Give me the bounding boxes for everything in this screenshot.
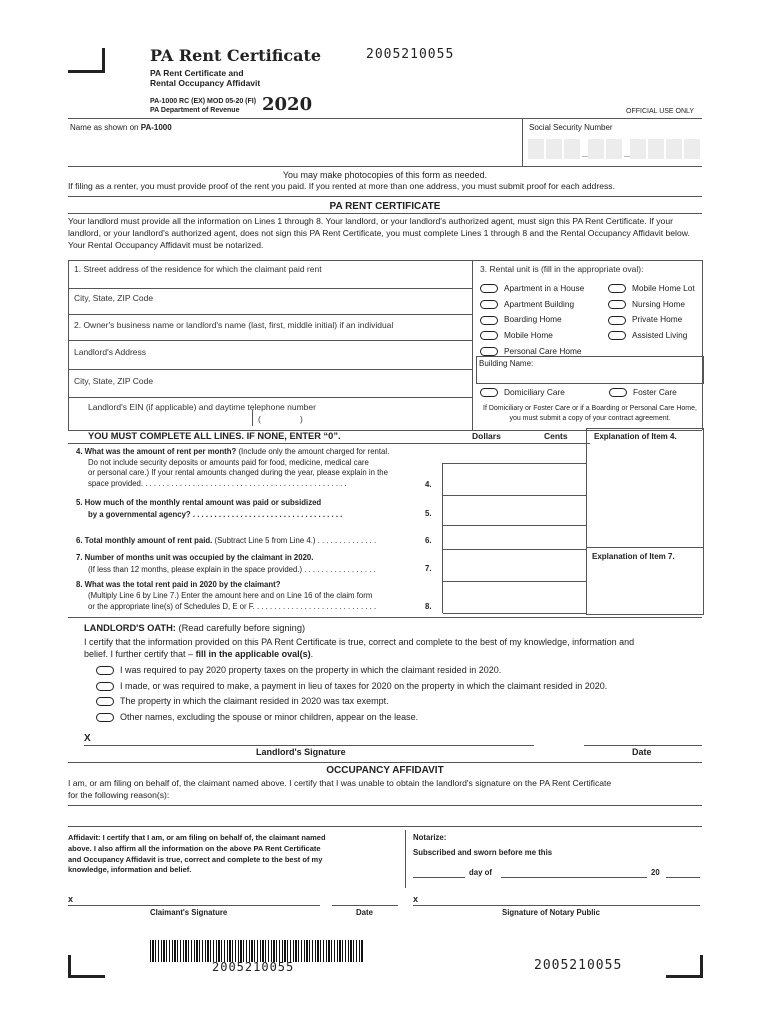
line6-text: 6. Total monthly amount of rent paid. (Subtract Line 5 from Line 4.) . . . . . . . . . . . . . . <box>76 536 377 545</box>
fields-right-border <box>702 260 703 430</box>
rule-f2 <box>68 340 472 341</box>
certificate-heading-rule <box>68 213 702 214</box>
claimant-date-line[interactable] <box>332 905 398 906</box>
department: PA Department of Revenue <box>150 107 240 114</box>
oath-option-exempt[interactable]: The property in which the claimant resided in 2020 was tax exempt. <box>96 694 607 710</box>
certificate-intro: Your landlord must provide all the information on Lines 1 through 8. Your landlord, or your landlord's authorized agent, must sign this PA Rent Certificate. If your landlord, or your landlord's authorized agent, does not sign this PA Rent Certificate, you must complete Lines 1 through 8 and the Rental Occupancy Affidavit below. Your Rental Occupancy Affidavit must be notarized. <box>68 216 690 250</box>
name-field[interactable] <box>68 133 520 163</box>
claimant-signature-line[interactable] <box>68 905 320 906</box>
option-assisted-living[interactable]: Assisted Living <box>608 328 687 344</box>
id-rule <box>68 166 702 167</box>
oath-text: I certify that the information provided on this PA Rent Certificate is true, correct and complete to the best of my knowledge, information and belief. I further certify that – fill in the applicable oval(s). <box>84 637 635 659</box>
line5-text: 5. How much of the monthly rental amount was paid or subsidized by a governmental agency? . . . . . . . . . . . . . . . . . . . . . . . . . . . . . . . . . . . <box>76 498 343 519</box>
affidavit-certification: Affidavit: I certify that I am, or am filing on behalf of, the claimant named above. I also affirm all the information on the above PA Rent Certificate and Occupancy Affidavit is true, correct and complete to the best of my knowledge, information and belief. <box>68 833 326 875</box>
oath-heading: LANDLORD'S OATH: (Read carefully before signing) <box>84 623 306 633</box>
landlord-date-label: Date <box>632 747 652 757</box>
ssn-divider <box>522 118 523 166</box>
rule-f2-addr <box>68 369 472 370</box>
header-rule <box>68 118 702 119</box>
notarize-label: Notarize: <box>413 833 447 842</box>
rental-unit-options <box>480 281 702 360</box>
lines-header-rule <box>68 443 590 444</box>
explanation-item4-label: Explanation of Item 4. <box>594 432 677 441</box>
rental-unit-label: 3. Rental unit is (fill in the appropriate oval): <box>480 264 644 274</box>
notice-rule <box>68 196 702 197</box>
name-label <box>70 123 172 132</box>
line5-amount[interactable] <box>443 496 585 525</box>
oath-options <box>96 663 607 725</box>
explanation-item7-box[interactable] <box>586 546 704 615</box>
line4-text: 4. What was the amount of rent per month? (Include only the amount charged for rental. Do not include security deposits or amounts paid for food, medicine, medical care or personal care.) If your rental amounts changed during the year, please explain in the space provided. . . . . . . . . . . . . . . . . . . . . . . . . . . . . . . . . . . . . . . . . . . . . . . . <box>76 447 390 488</box>
line6-amount[interactable] <box>443 526 585 549</box>
sworn-label: Subscribed and sworn before me this <box>413 848 553 857</box>
landlord-signature-line[interactable] <box>84 745 534 746</box>
cents-header: Cents <box>544 431 568 441</box>
landlord-name-label: 2. Owner's business name or landlord's name (last, first, middle initial) if an individual <box>74 320 394 330</box>
corner-mark-bottom-right <box>666 955 703 978</box>
oath-option-pilot[interactable]: I made, or was required to make, a payment in lieu of taxes for 2020 on the property in which the claimant resided in 2020. <box>96 679 607 695</box>
corner-mark-bottom-left <box>68 955 105 978</box>
option-mobile-home-lot[interactable]: Mobile Home Lot <box>608 281 695 297</box>
street-address-field[interactable] <box>70 274 470 288</box>
sworn-month-field[interactable] <box>501 877 647 878</box>
claimant-signature-label: Claimant's Signature <box>150 908 228 917</box>
line7-amount[interactable] <box>443 550 585 581</box>
street-address-label: 1. Street address of the residence for which the claimant paid rent <box>74 264 322 274</box>
notary-signature-line[interactable] <box>413 905 700 906</box>
certificate-heading: PA RENT CERTIFICATE <box>329 201 441 212</box>
building-name-label: Building Name: <box>479 359 534 368</box>
form-number: 2005210055 <box>366 47 455 62</box>
city-state-zip-label-1: City, State, ZIP Code <box>74 293 154 303</box>
line7-text: 7. Number of months unit was occupied by the claimant in 2020. (If less than 12 months, please explain in the space provided.) . . . . . . . . . . . . . . . . . <box>76 553 376 574</box>
fields-top-rule <box>68 260 702 261</box>
official-use-label: OFFICIAL USE ONLY <box>626 108 695 115</box>
line8-amount[interactable] <box>443 582 585 613</box>
line5-number: 5. <box>425 509 432 518</box>
notary-signature-label: Signature of Notary Public <box>502 908 600 917</box>
fields-mid-divider <box>472 260 473 430</box>
line4-number: 4. <box>425 480 432 489</box>
option-nursing-home[interactable]: Nursing Home <box>608 297 685 313</box>
name-label-form: PA-1000 <box>140 123 172 132</box>
fields-left-border <box>68 260 69 430</box>
line6-number: 6. <box>425 536 432 545</box>
line7-number: 7. <box>425 564 432 573</box>
must-complete-banner: YOU MUST COMPLETE ALL LINES. IF NONE, ENTER “0”. <box>88 431 341 441</box>
sworn-year-field[interactable] <box>666 877 700 878</box>
ssn-label: Social Security Number <box>529 123 613 132</box>
explanation-item7-label: Explanation of Item 7. <box>592 552 675 561</box>
option-apartment-building[interactable]: Apartment Building <box>480 297 608 313</box>
barcode-number: 2005210055 <box>212 960 295 974</box>
phone-close-paren: ) <box>300 414 303 424</box>
line8-number: 8. <box>425 602 432 611</box>
phone-divider <box>252 410 253 426</box>
year-20-label: 20 <box>651 868 660 877</box>
landlord-address-label: Landlord's Address <box>74 347 147 357</box>
option-domiciliary-care[interactable]: Domiciliary Care <box>480 387 565 397</box>
lines-bottom-rule <box>68 617 702 618</box>
affidavit-heading: OCCUPANCY AFFIDAVIT <box>326 765 444 776</box>
phone-open-paren: ( <box>258 414 261 424</box>
rule-f1 <box>68 288 472 289</box>
option-personal-care-home[interactable]: Personal Care Home <box>480 344 702 360</box>
footer-form-number: 2005210055 <box>534 958 623 973</box>
contract-note: If Domiciliary or Foster Care or if a Boarding or Personal Care Home, you must submit a copy of your contract agreement. <box>483 405 697 422</box>
option-mobile-home[interactable]: Mobile Home <box>480 328 608 344</box>
subtitle-line2: Rental Occupancy Affidavit <box>150 78 261 88</box>
dollars-header: Dollars <box>472 431 501 441</box>
corner-mark-top-left <box>68 48 105 73</box>
line8-text: 8. What was the total rent paid in 2020 by the claimant? (Multiply Line 6 by Line 7.) Enter the amount here and on Line 16 of the claim form or the appropriate line(s) of Schedules D, E or F. . . . . . . . . . . . . . . . . . . . . . . . . . . . . <box>76 580 377 611</box>
notice-line1: You may make photocopies of this form as needed. <box>282 170 488 180</box>
option-foster-care[interactable]: Foster Care <box>609 387 677 397</box>
option-apartment-in-house[interactable]: Apartment in a House <box>480 281 608 297</box>
subtitle-line1: PA Rent Certificate and <box>150 68 244 78</box>
claimant-sig-x: x <box>68 894 74 904</box>
affidavit-text: I am, or am filing on behalf of, the claimant named above. I certify that I was unable to obtain the landlord's signature on the PA Rent Certificate for the following reason(s): <box>68 778 612 800</box>
line4-amount[interactable] <box>443 464 585 495</box>
name-label-text: Name as shown on <box>70 123 141 132</box>
building-name-box[interactable] <box>476 356 704 384</box>
explanation-item4-box[interactable] <box>586 428 704 548</box>
sworn-day-field[interactable] <box>413 877 465 878</box>
city-state-zip-label-2: City, State, ZIP Code <box>74 376 154 386</box>
form-year: 2020 <box>262 94 313 115</box>
rule-f1-city <box>68 314 472 315</box>
landlord-date-line[interactable] <box>584 745 702 746</box>
oath-option-taxes[interactable]: I was required to pay 2020 property taxes on the property in which the claimant resided in 2020. <box>96 663 607 679</box>
landlord-sig-x: X <box>84 733 91 744</box>
option-boarding-home[interactable]: Boarding Home <box>480 312 608 328</box>
day-of-label: day of <box>469 868 492 877</box>
notary-divider <box>405 830 406 888</box>
affidavit-reason-field[interactable] <box>68 805 702 827</box>
form-title: PA Rent Certificate <box>150 46 322 65</box>
landlord-signature-label: Landlord's Signature <box>256 747 346 757</box>
claimant-date-label: Date <box>356 908 373 917</box>
ein-phone-label: Landlord's EIN (if applicable) and daytime telephone number <box>88 402 316 412</box>
barcode <box>150 940 364 962</box>
oath-option-other-names[interactable]: Other names, excluding the spouse or minor children, appear on the lease. <box>96 710 607 726</box>
ssn-input[interactable] <box>528 139 702 161</box>
affidavit-top-rule <box>68 762 702 763</box>
form-code: PA-1000 RC (EX) MOD 05-20 (FI) <box>150 98 257 105</box>
option-private-home[interactable]: Private Home <box>608 312 682 328</box>
rule-f2-city <box>68 397 472 398</box>
notary-sig-x: x <box>413 894 419 904</box>
notice-line2: If filing as a renter, you must provide proof of the rent you paid. If you rented at more than one address, you must submit proof for each address. <box>68 181 615 191</box>
